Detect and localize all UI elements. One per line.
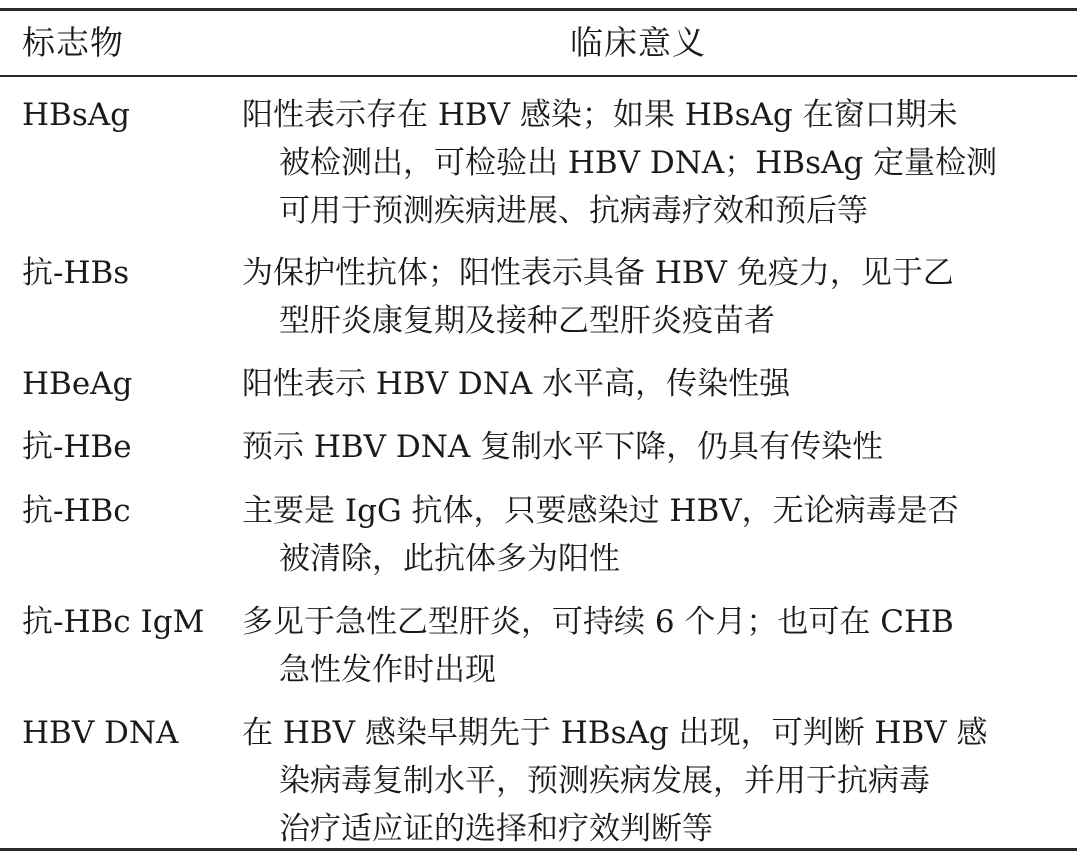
- header-marker: 标志物: [22, 23, 124, 62]
- meaning-line: 染病毒复制水平，预测疾病发展，并用于抗病毒: [279, 763, 930, 799]
- marker-cell: HBeAg: [22, 366, 133, 402]
- meaning-line: 在 HBV 感染早期先于 HBsAg 出现，可判断 HBV 感: [242, 715, 988, 751]
- meaning-cell: [242, 249, 1054, 345]
- meaning-line: 治疗适应证的选择和疗效判断等: [279, 811, 713, 847]
- meaning-cell: [242, 598, 1054, 694]
- meaning-line: 急性发作时出现: [279, 652, 496, 688]
- marker-cell: 抗-HBc: [22, 493, 131, 529]
- marker-table: [0, 8, 1077, 851]
- meaning-cell: [242, 360, 1054, 408]
- meaning-line: 型肝炎康复期及接种乙型肝炎疫苗者: [279, 303, 775, 339]
- meaning-cell: [242, 423, 1054, 471]
- meaning-line: 阳性表示 HBV DNA 水平高，传染性强: [242, 366, 791, 402]
- meaning-line: 主要是 IgG 抗体，只要感染过 HBV，无论病毒是否: [242, 493, 959, 529]
- meaning-line: 被清除，此抗体多为阳性: [279, 541, 620, 577]
- meaning-line: 被检测出，可检验出 HBV DNA；HBsAg 定量检测: [279, 145, 998, 181]
- marker-cell: 抗-HBc IgM: [22, 604, 205, 640]
- meaning-line: 可用于预测疾病进展、抗病毒疗效和预后等: [279, 193, 868, 229]
- header-clinical-meaning: 临床意义: [570, 23, 706, 62]
- marker-cell: HBsAg: [22, 97, 130, 133]
- meaning-line: 预示 HBV DNA 复制水平下降，仍具有传染性: [242, 429, 884, 465]
- marker-cell: HBV DNA: [22, 715, 179, 751]
- marker-cell: 抗-HBe: [22, 429, 132, 465]
- marker-cell: 抗-HBs: [22, 255, 130, 291]
- meaning-line: 阳性表示存在 HBV 感染；如果 HBsAg 在窗口期未: [242, 97, 958, 133]
- meaning-cell: [242, 91, 1054, 235]
- table-body: [0, 77, 1077, 848]
- meaning-cell: [242, 487, 1054, 583]
- meaning-cell: [242, 709, 1054, 853]
- meaning-line: 为保护性抗体；阳性表示具备 HBV 免疫力，见于乙: [242, 255, 954, 291]
- meaning-line: 多见于急性乙型肝炎，可持续 6 个月；也可在 CHB: [242, 604, 954, 640]
- table-header-row: [0, 11, 1077, 77]
